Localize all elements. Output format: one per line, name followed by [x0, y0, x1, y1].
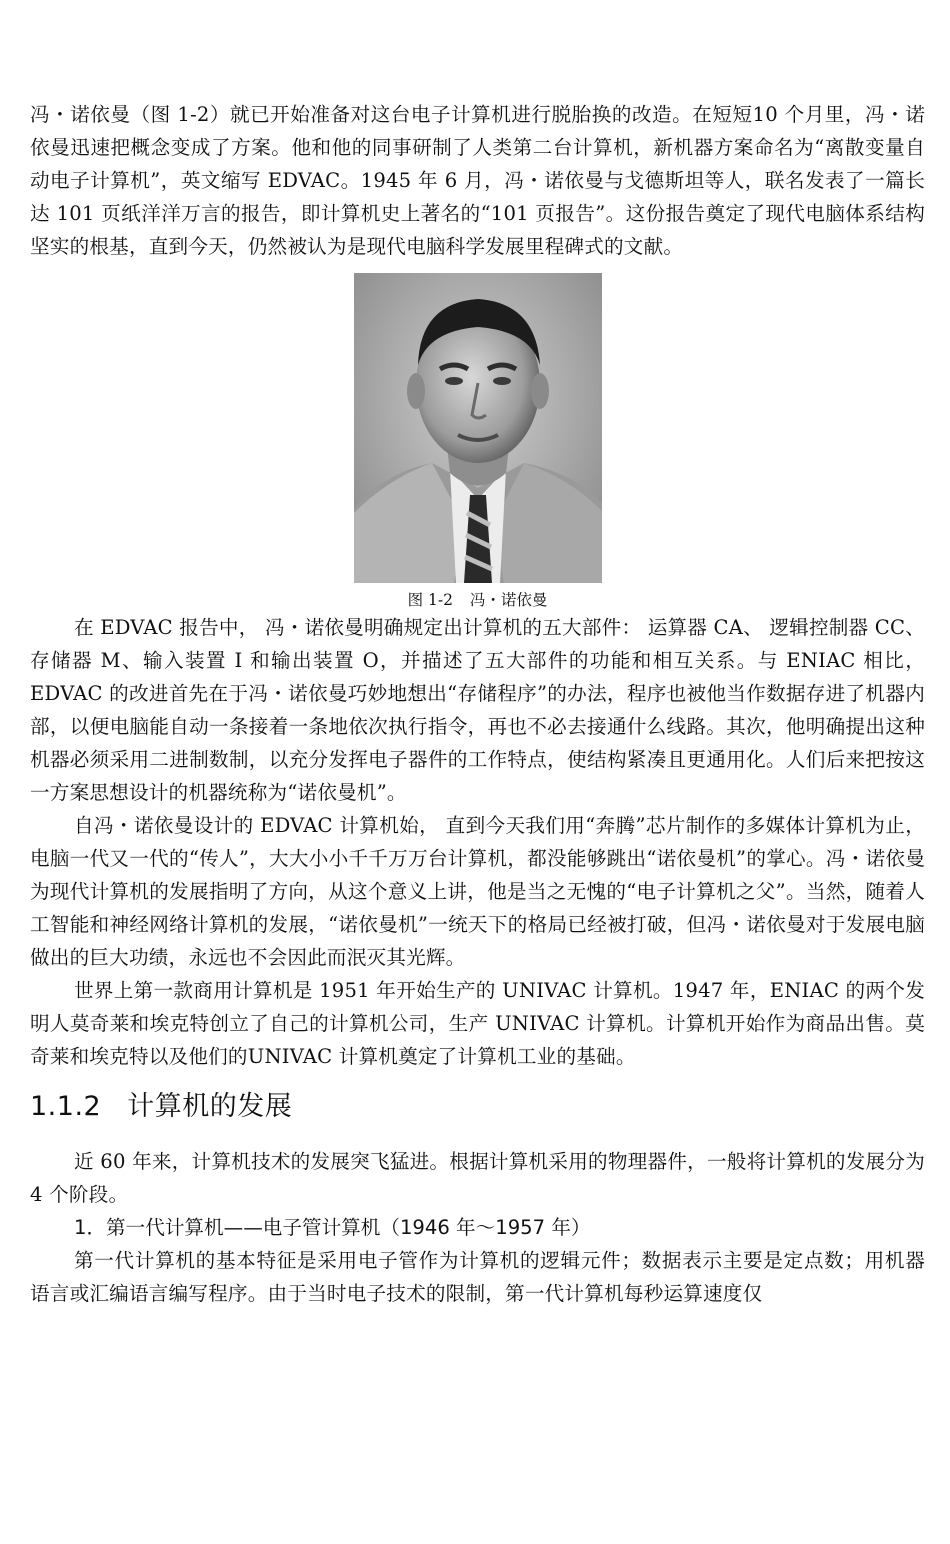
section-number: 1.1.2 [30, 1091, 102, 1122]
figure-portrait [30, 273, 925, 611]
subsection-heading: 1．第一代计算机——电子管计算机（1946 年～1957 年） [74, 1216, 591, 1239]
paragraph-edvac-report: 在 EDVAC 报告中， 冯・诺依曼明确规定出计算机的五大部件： 运算器 CA、 逻辑控制器 CC、存储器 M、输入装置 I 和输出装置 O，并描述了五大部件的功能和相互关系。与 ENIAC 相比，EDVAC 的改进首先在于冯・诺依曼巧妙地想出“存储程序”的办法，程序也被他当作数据存进了机器内部，以便电脑能自动一条接着一条地依次执行指令，再也不必去接通什么线路。其次，他明确提出这种机器必须采用二进制数制，以充分发挥电子器件的工作特点，使结构紧凑且更通用化。人们后来把按这一方案思想设计的机器统称为“诺依曼机”。 [30, 616, 925, 804]
paragraph-von-neumann-legacy: 自冯・诺依曼设计的 EDVAC 计算机始， 直到今天我们用“奔腾”芯片制作的多媒体计算机为止，电脑一代又一代的“传人”，大大小小千千万万台计算机，都没能够跳出“诺依曼机”的掌心。冯・诺依曼为现代计算机的发展指明了方向，从这个意义上讲，他是当之无愧的“电子计算机之父”。当然，随着人工智能和神经网络计算机的发展，“诺依曼机”一统天下的格局已经被打破，但冯・诺依曼对于发展电脑做出的巨大功绩，永远也不会因此而泯灭其光辉。 [30, 814, 925, 969]
paragraph-development-intro: 近 60 年来，计算机技术的发展突飞猛进。根据计算机采用的物理器件，一般将计算机的发展分为 4 个阶段。 [30, 1150, 925, 1206]
document-page [30, 98, 925, 1310]
figure-caption-text: 冯・诺依曼 [469, 591, 548, 609]
portrait-photo [354, 273, 602, 583]
figure-caption [30, 589, 925, 611]
paragraph-intro: 冯・诺依曼（图 1-2）就已开始准备对这台电子计算机进行脱胎换的改造。在短短10 个月里，冯・诺依曼迅速把概念变成了方案。他和他的同事研制了人类第二台计算机，新机器方案命名为“离散变量自动电子计算机”，英文缩写 EDVAC。1945 年 6 月，冯・诺依曼与戈德斯坦等人，联名发表了一篇长达 101 页纸洋洋万言的报告，即计算机史上著名的“101 页报告”。这份报告奠定了现代电脑体系结构坚实的根基，直到今天，仍然被认为是现代电脑科学发展里程碑式的文献。 [30, 103, 925, 258]
section-heading [30, 1087, 925, 1127]
paragraph-first-generation: 第一代计算机的基本特征是采用电子管作为计算机的逻辑元件；数据表示主要是定点数；用机器语言或汇编语言编写程序。由于当时电子技术的限制，第一代计算机每秒运算速度仅 [30, 1249, 925, 1305]
paragraph-univac: 世界上第一款商用计算机是 1951 年开始生产的 UNIVAC 计算机。1947 年，ENIAC 的两个发明人莫奇莱和埃克特创立了自己的计算机公司，生产 UNIVAC 计算机。计算机开始作为商品出售。莫奇莱和埃克特以及他们的UNIVAC 计算机奠定了计算机工业的基础。 [30, 979, 925, 1068]
section-title: 计算机的发展 [127, 1091, 293, 1122]
figure-number: 图 1-2 [407, 591, 453, 609]
